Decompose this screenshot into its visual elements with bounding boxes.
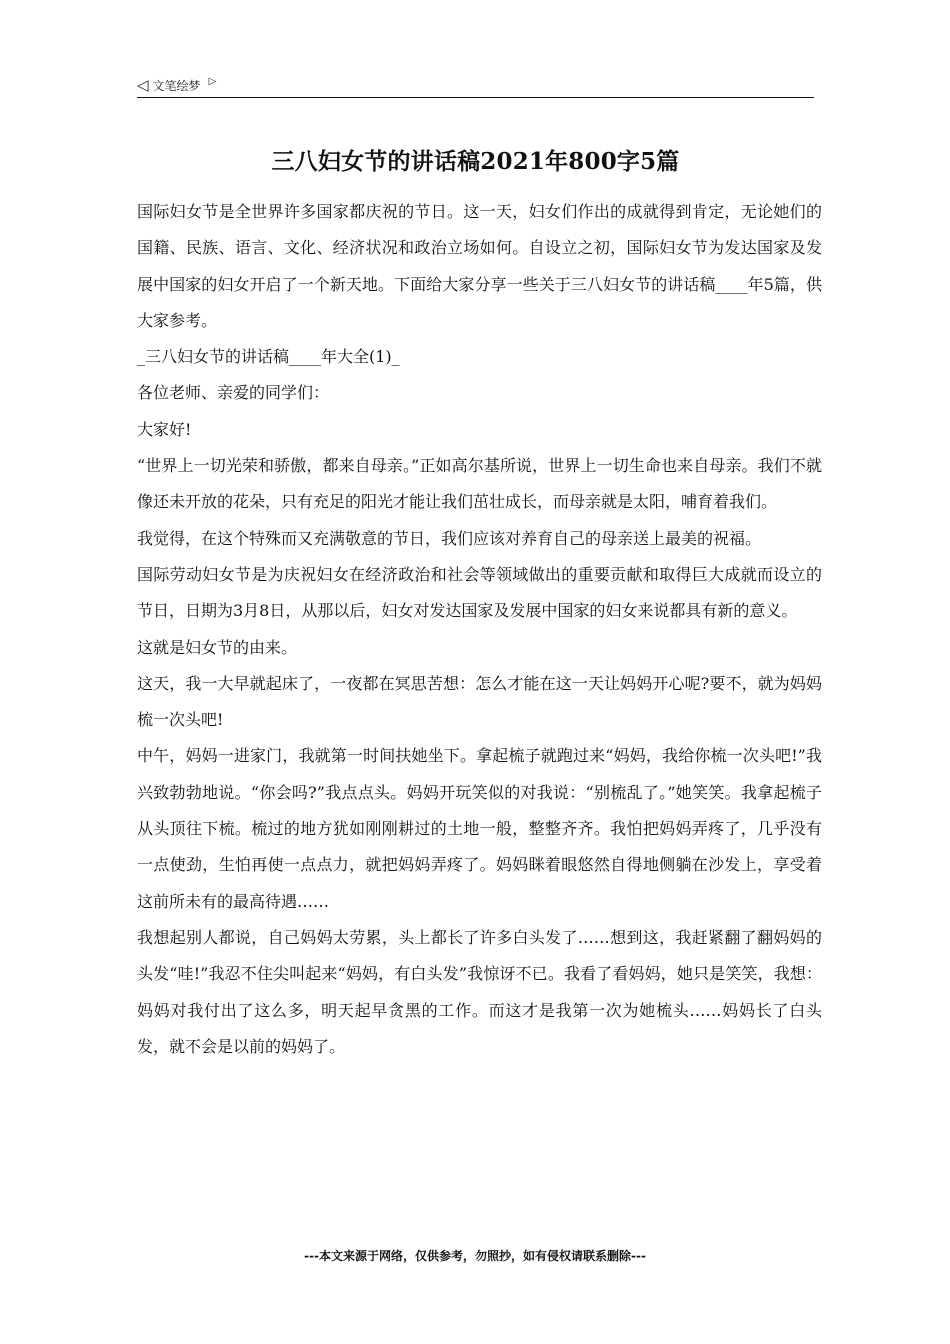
paragraph-morning: 这天，我一大早就起床了，一夜都在冥思苦想：怎么才能在这一天让妈妈开心呢?要不，就为妈妈梳一次头吧! — [137, 673, 822, 730]
paragraph-noon: 中午，妈妈一进家门，我就第一时间扶她坐下。拿起梳子就跑过来“妈妈，我给你梳一次头吧!”我兴致勃勃地说。“你会吗?”我点点头。妈妈开玩笑似的对我说：“别梳乱了。”她笑笑。我拿起梳子从头顶往下梳。梳过的地方犹如刚刚耕过的土地一般，整整齐齐。我怕把妈妈弄疼了，几乎没有一点使劲，生怕再使一点点力，就把妈妈弄疼了。妈妈眯着眼悠然自得地侧躺在沙发上，享受着这前所未有的最高待遇…… — [137, 746, 822, 911]
document-body — [137, 194, 822, 1065]
header-label: 文笔绘梦 — [152, 78, 201, 93]
paragraph-greeting: 大家好! — [137, 419, 192, 439]
right-triangle-icon: ▷ — [208, 76, 217, 87]
paragraph-intro: 国际妇女节是全世界许多国家都庆祝的节日。这一天，妇女们作出的成就得到肯定，无论她们的国籍、民族、语言、文化、经济状况和政治立场如何。自设立之初，国际妇女节为发达国家及发展中国家的妇女开启了一个新天地。下面给大家分享一些关于三八妇女节的讲话稿____年5篇，供大家参考。 — [137, 202, 822, 330]
left-triangle-icon: ◁ — [137, 75, 149, 94]
paragraph-origin: 国际劳动妇女节是为庆祝妇女在经济政治和社会等领域做出的重要贡献和取得巨大成就而设立的节日，日期为3月8日，从那以后，妇女对发达国家及发展中国家的妇女来说都具有新的意义。 — [137, 564, 822, 621]
footer-disclaimer: ---本文来源于网络，仅供参考，勿照抄，如有侵权请联系删除--- — [304, 1249, 646, 1263]
paragraph-origin-summary: 这就是妇女节的由来。 — [137, 637, 298, 657]
paragraph-blessing: 我觉得，在这个特殊而又充满敬意的节日，我们应该对养育自己的母亲送上最美的祝福。 — [137, 528, 762, 548]
paragraph-salutation: 各位老师、亲爱的同学们： — [137, 383, 330, 403]
document-title: 三八妇女节的讲话稿2021年800字5篇 — [271, 148, 680, 175]
header-divider — [137, 97, 814, 98]
paragraph-section-heading: _三八妇女节的讲话稿____年大全(1)_ — [137, 347, 400, 367]
paragraph-white-hair: 我想起别人都说，自己妈妈太劳累，头上都长了许多白头发了……想到这，我赶紧翻了翻妈妈的头发“哇!”我忍不住尖叫起来“妈妈，有白头发”我惊讶不已。我看了看妈妈，她只是笑笑，我想：妈妈对我付出了这么多，明天起早贪黑的工作。而这才是我第一次为她梳头……妈妈长了白头发，就不会是以前的妈妈了。 — [137, 927, 822, 1056]
document-header — [137, 74, 216, 96]
paragraph-quote: “世界上一切光荣和骄傲，都来自母亲。”正如高尔基所说，世界上一切生命也来自母亲。我们不就像还未开放的花朵，只有充足的阳光才能让我们茁壮成长，而母亲就是太阳，哺育着我们。 — [137, 456, 822, 512]
